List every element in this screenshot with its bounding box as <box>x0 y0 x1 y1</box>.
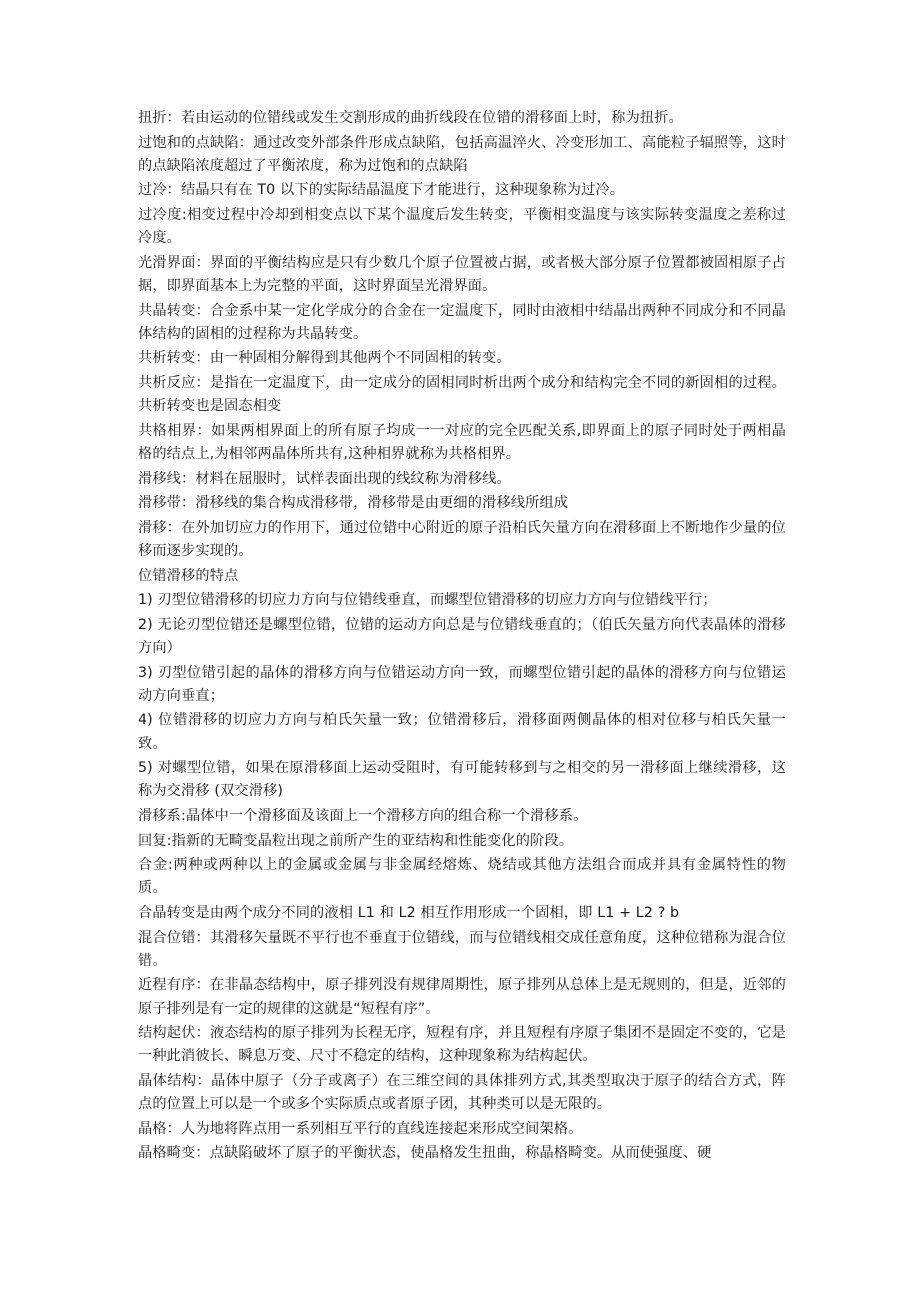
definition-text: 合晶转变是由两个成分不同的液相 L1 和 L2 相互作用形成一个固相，即 L1 + L2 ? b <box>138 904 680 921</box>
term-label: 共析反应： <box>138 374 211 391</box>
term-label: 扭折： <box>138 110 182 126</box>
paragraph-syntectic-transformation <box>138 902 786 925</box>
definition-text: 晶体中一个滑移面及该面上一个滑移方向的组合称一个滑移系。 <box>185 807 588 824</box>
paragraph-kink <box>138 107 786 130</box>
list-item-text: 无论刃型位错还是螺型位错，位错的运动方向总是与位错线垂直的；（伯氏矢量方向代表晶体的滑移方向） <box>138 616 786 656</box>
paragraph-slip-system <box>138 805 786 828</box>
list-number: 3) <box>138 664 158 681</box>
term-label: 近程有序： <box>138 977 211 994</box>
paragraph-lattice-distortion <box>138 1142 786 1165</box>
list-item-2 <box>138 614 786 660</box>
list-number: 2) <box>138 616 158 633</box>
paragraph-mixed-dislocation <box>138 927 786 973</box>
definition-text: 相变过程中冷却到相变点以下某个温度后发生转变，平衡相变温度与该实际转变温度之差称过冷度。 <box>138 206 786 247</box>
definition-text: 两种或两种以上的金属或金属与非金属经熔炼、烧结或其他方法组合而成并具有金属特性的物质。 <box>138 857 786 897</box>
paragraph-slip-line <box>138 468 786 491</box>
term-label: 共晶转变： <box>138 302 211 319</box>
definition-text: 如果两相界面上的所有原子均成一一对应的完全匹配关系,即界面上的原子同时处于两相晶格的结点上,为相邻两晶体所共有,这种相界就称为共格相界。 <box>138 422 786 462</box>
definition-text: 滑移线的集合构成滑移带，滑移带是由更细的滑移线所组成 <box>195 495 569 512</box>
definition-text: 由一种固相分解得到其他两个不同固相的转变。 <box>209 350 511 367</box>
term-label: 滑移： <box>138 519 182 536</box>
definition-text: 材料在屈服时，试样表面出现的线纹称为滑移线。 <box>195 470 511 487</box>
definition-text: 若由运动的位错线或发生交割形成的曲折线段在位错的滑移面上时，称为扭折。 <box>181 110 683 126</box>
definition-text: 其滑移矢量既不平行也不垂直于位错线，而与位错线相交成任意角度，这种位错称为混合位错。 <box>138 929 786 969</box>
term-label: 共格相界： <box>138 422 212 439</box>
term-label: 滑移线： <box>138 470 196 487</box>
paragraph-eutectoid-reaction <box>138 372 786 418</box>
term-label: 过饱和的点缺陷： <box>138 134 254 151</box>
term-label: 过冷度: <box>138 206 187 223</box>
term-label: 晶体结构： <box>138 1072 212 1089</box>
paragraph-short-range-order <box>138 974 786 1020</box>
paragraph-degree-of-supercooling <box>138 204 786 250</box>
term-label: 晶格： <box>138 1120 182 1137</box>
definition-text: 指新的无畸变晶粒出现之前所产生的亚结构和性能变化的阶段。 <box>171 832 574 849</box>
list-item-4 <box>138 709 786 755</box>
definition-text: 点缺陷破坏了原子的平衡状态，使晶格发生扭曲，称晶格畸变。从而使强度、硬 <box>209 1145 712 1162</box>
paragraph-alloy <box>138 854 786 900</box>
term-label: 滑移带： <box>138 495 196 512</box>
term-label: 共析转变： <box>138 350 210 367</box>
definition-text: 是指在一定温度下，由一定成分的固相同时析出两个成分和结构完全不同的新固相的过程。共析转变也是固态相变 <box>138 374 786 415</box>
paragraph-lattice <box>138 1118 786 1141</box>
list-item-text: 位错滑移的切应力方向与柏氏矢量一致；位错滑移后，滑移面两侧晶体的相对位移与柏氏矢量一致。 <box>138 712 786 752</box>
paragraph-coherent-interface <box>138 420 786 466</box>
definition-text: 在非晶态结构中，原子排列没有规律周期性，原子排列从总体上是无规则的，但是，近邻的原子排列是有一定的规律的这就是“短程有序”。 <box>138 977 786 1017</box>
term-label: 回复: <box>138 832 172 849</box>
term-label: 合金: <box>138 857 173 874</box>
definition-text: 在外加切应力的作用下，通过位错中心附近的原子沿柏氏矢量方向在滑移面上不断地作少量的位移而逐步实现的。 <box>138 519 787 559</box>
paragraph-dislocation-slip-features-heading <box>138 565 786 588</box>
definition-text: 通过改变外部条件形成点缺陷，包括高温淬火、冷变形加工、高能粒子辐照等，这时的点缺陷浓度超过了平衡浓度，称为过饱和的点缺陷 <box>138 134 786 174</box>
definition-text: 液态结构的原子排列为长程无序，短程有序，并且短程有序原子集团不是固定不变的，它是一种此消彼长、瞬息万变、尺寸不稳定的结构，这种现象称为结构起伏。 <box>138 1025 786 1065</box>
paragraph-supersaturated-point-defect <box>138 132 786 178</box>
paragraph-supercooling <box>138 179 786 202</box>
list-item-text: 刃型位错滑移的切应力方向与位错线垂直，而螺型位错滑移的切应力方向与位错线平行； <box>157 592 717 609</box>
paragraph-slip <box>138 517 786 563</box>
paragraph-slip-band <box>138 492 786 515</box>
term-label: 过冷： <box>138 182 182 199</box>
list-item-1 <box>138 589 786 612</box>
definition-text: 晶体中原子（分子或离子）在三维空间的具体排列方式,其类型取决于原子的结合方式，阵点的位置上可以是一个或多个实际质点或者原子团，其种类可以是无限的。 <box>138 1072 786 1113</box>
section-heading: 位错滑移的特点 <box>138 567 239 584</box>
list-item-text: 刃型位错引起的晶体的滑移方向与位错运动方向一致，而螺型位错引起的晶体的滑移方向与位错运动方向垂直； <box>138 664 787 704</box>
list-number: 4) <box>138 712 159 729</box>
list-number: 5) <box>138 760 158 777</box>
paragraph-smooth-interface <box>138 252 786 298</box>
document-body <box>138 107 786 1167</box>
term-label: 滑移系: <box>138 807 186 824</box>
term-label: 结构起伏： <box>138 1025 211 1042</box>
paragraph-eutectic-transformation <box>138 300 786 346</box>
term-label: 光滑界面： <box>138 254 211 271</box>
paragraph-structural-fluctuation <box>138 1022 786 1068</box>
paragraph-crystal-structure <box>138 1070 786 1116</box>
list-number: 1) <box>138 592 158 609</box>
definition-text: 人为地将阵点用一系列相互平行的直线连接起来形成空间架格。 <box>181 1120 583 1137</box>
list-item-5 <box>138 757 786 803</box>
list-item-3 <box>138 662 786 708</box>
paragraph-eutectoid-transformation <box>138 347 786 370</box>
list-item-text: 对螺型位错，如果在原滑移面上运动受阻时，有可能转移到与之相交的另一滑移面上继续滑移，这称为交滑移 (双交滑移) <box>138 760 787 800</box>
definition-text: 界面的平衡结构应是只有少数几个原子位置被占据，或者极大部分原子位置都被固相原子占据，即界面基本上为完整的平面，这时界面呈光滑界面。 <box>138 254 786 294</box>
definition-text: 合金系中某一定化学成分的合金在一定温度下，同时由液相中结晶出两种不同成分和不同晶体结构的固相的过程称为共晶转变。 <box>138 302 786 342</box>
term-label: 混合位错： <box>138 929 211 946</box>
definition-text: 结晶只有在 T0 以下的实际结晶温度下才能进行，这种现象称为过冷。 <box>181 182 625 199</box>
paragraph-recovery <box>138 830 786 853</box>
term-label: 晶格畸变： <box>138 1145 210 1162</box>
